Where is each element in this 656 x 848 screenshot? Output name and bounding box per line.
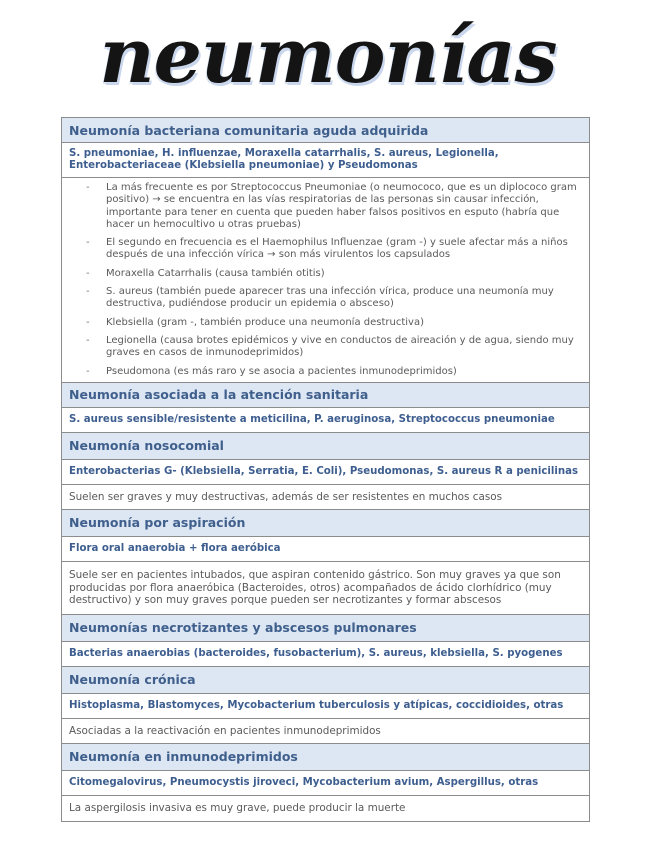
list-item: - La más frecuente es por Streptococcus Pneumoniae (o neumococo, que es un diplococo gram positivo) → se encuentra en las vías respiratorias de las personas sin causar infección, importante para tener en cuenta que pueden haber falsos positivos en esputo (habría que hacer un hemocultivo u otras pruebas) bbox=[106, 182, 581, 231]
note-row: Suelen ser graves y muy destructivas, además de ser resistentes en muchos casos bbox=[62, 485, 589, 510]
pathogens-row: S. aureus sensible/resistente a meticilina, P. aeruginosa, Streptococcus pneumoniae bbox=[62, 408, 589, 433]
list-item: - Pseudomona (es más raro y se asocia a pacientes inmunodeprimidos) bbox=[106, 366, 581, 378]
bullet-list-row bbox=[62, 178, 589, 383]
page-title: neumonías bbox=[99, 11, 557, 100]
list-item: - El segundo en frecuencia es el Haemophilus Influenzae (gram -) y suele afectar más a niños después de una infección vírica → son más virulentos los capsulados bbox=[106, 237, 581, 262]
note-row: Asociadas a la reactivación en pacientes inmunodeprimidos bbox=[62, 719, 589, 744]
section-header: Neumonía bacteriana comunitaria aguda adquirida bbox=[62, 118, 589, 143]
note-row: La aspergilosis invasiva es muy grave, puede producir la muerte bbox=[69, 802, 406, 815]
section-header: Neumonía nosocomial bbox=[62, 433, 589, 460]
pathogens-row: Citomegalovirus, Pneumocystis jiroveci, Mycobacterium avium, Aspergillus, otras bbox=[62, 771, 589, 796]
section-header: Neumonía asociada a la atención sanitaria bbox=[62, 383, 589, 408]
list-item: - Legionella (causa brotes epidémicos y vive en conductos de aireación y de agua, siendo muy graves en casos de inmunodeprimidos) bbox=[106, 335, 581, 360]
pathogens-row: S. pneumoniae, H. influenzae, Moraxella catarrhalis, S. aureus, Legionella, Enterobacteriaceae (Klebsiella pneumoniae) y Pseudomonas bbox=[62, 143, 589, 178]
note-row: Suele ser en pacientes intubados, que aspiran contenido gástrico. Son muy graves ya que son producidas por flora anaeróbica (Bacteroides, otros) acompañados de ácido clorhídrico (muy destructivo) y son muy graves porque pueden ser necrotizantes y formar abscesos bbox=[62, 562, 589, 615]
section-header: Neumonía en inmunodeprimidos bbox=[62, 744, 589, 771]
pathogens-row: Enterobacterias G- (Klebsiella, Serratia, E. Coli), Pseudomonas, S. aureus R a penicilinas bbox=[62, 460, 589, 485]
pathogens-row: Flora oral anaerobia + flora aeróbica bbox=[62, 537, 589, 562]
list-item: - Moraxella Catarrhalis (causa también otitis) bbox=[106, 268, 581, 280]
pathogens-row: Bacterias anaerobias (bacteroides, fusobacterium), S. aureus, klebsiella, S. pyogenes bbox=[62, 642, 589, 667]
section-header: Neumonía por aspiración bbox=[62, 510, 589, 537]
list-item: - Klebsiella (gram -, también produce una neumonía destructiva) bbox=[106, 317, 581, 329]
list-item: - S. aureus (también puede aparecer tras una infección vírica, produce una neumonía muy destructiva, pudiéndose producir un epidemia o absceso) bbox=[106, 286, 581, 311]
pathogens-row: Histoplasma, Blastomyces, Mycobacterium tuberculosis y atípicas, coccidioides, otras bbox=[62, 694, 589, 719]
section-header: Neumonías necrotizantes y abscesos pulmonares bbox=[62, 615, 589, 642]
section-header: Neumonía crónica bbox=[62, 667, 589, 694]
pneumonia-table bbox=[61, 117, 590, 822]
bullet-list bbox=[62, 182, 581, 378]
